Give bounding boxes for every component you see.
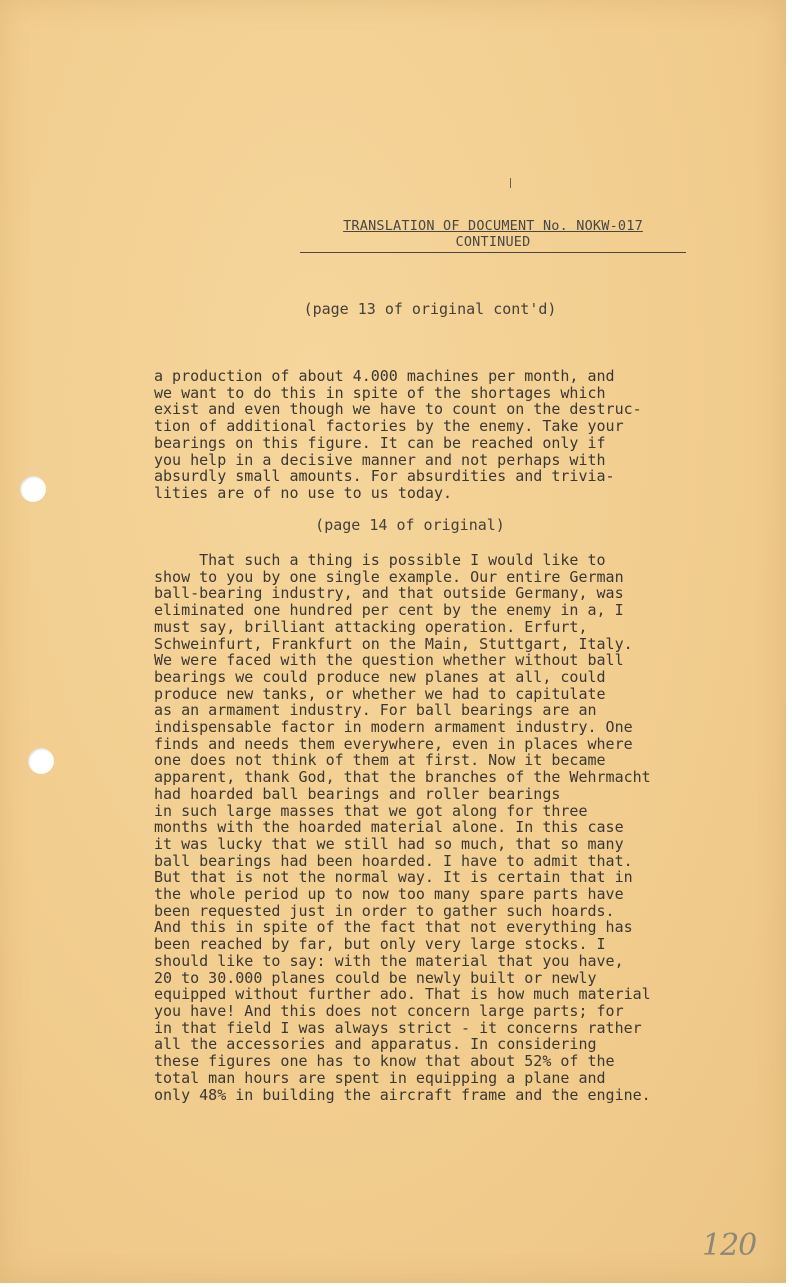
text-line: eliminated one hundred per cent by the enemy in a, I: [154, 601, 624, 620]
text-line: But that is not the normal way. It is certain that in: [154, 868, 633, 887]
text-line: one does not think of them at first. Now it became: [154, 751, 606, 770]
text-line: months with the hoarded material alone. In this case: [154, 818, 624, 837]
text-line: must say, brilliant attacking operation. Erfurt,: [154, 617, 588, 636]
text-line: tion of additional factories by the enemy. Take your: [154, 417, 624, 436]
text-line: you have! And this does not concern large parts; for: [154, 1001, 624, 1020]
text-line: bearings on this figure. It can be reached only if: [154, 433, 606, 452]
text-line: apparent, thank God, that the branches of the Wehrmacht: [154, 768, 651, 787]
text-line: all the accessories and apparatus. In considering: [154, 1035, 597, 1054]
text-line: show to you by one single example. Our entire German: [154, 567, 624, 586]
pencil-mark: [510, 178, 511, 188]
text-line: exist and even though we have to count on the destruc-: [154, 400, 642, 419]
text-line: That such a thing is possible I would like to: [154, 551, 606, 569]
text-line: been requested just in order to gather such hoards.: [154, 901, 615, 920]
text-line: you help in a decisive manner and not perhaps with: [154, 450, 606, 469]
text-line: had hoarded ball bearings and roller bearings: [154, 784, 561, 803]
paragraph-1: [154, 368, 642, 502]
text-line: only 48% in building the aircraft frame and the engine.: [154, 1085, 651, 1104]
text-line: We were faced with the question whether without ball: [154, 651, 624, 670]
punch-hole: [28, 748, 54, 774]
text-line: And this in spite of the fact that not everything has: [154, 918, 633, 937]
text-line: produce new tanks, or whether we had to capitulate: [154, 684, 606, 703]
title-line-2: CONTINUED: [300, 234, 686, 253]
text-line: indispensable factor in modern armament industry. One: [154, 718, 633, 737]
title-line-1: TRANSLATION OF DOCUMENT No. NOKW-017: [343, 218, 643, 234]
text-line: ball bearings had been hoarded. I have to admit that.: [154, 851, 633, 870]
text-line: we want to do this in spite of the shortages which: [154, 383, 606, 402]
text-line: should like to say: with the material that you have,: [154, 951, 624, 970]
text-line: Schweinfurt, Frankfurt on the Main, Stuttgart, Italy.: [154, 634, 633, 653]
handwritten-page-number: 120: [702, 1228, 757, 1263]
text-line: in such large masses that we got along for three: [154, 801, 588, 820]
text-line: the whole period up to now too many spare parts have: [154, 885, 624, 904]
text-line: equipped without further ado. That is how much material: [154, 985, 651, 1004]
text-line: been reached by far, but only very large stocks. I: [154, 935, 606, 954]
text-line: a production of about 4.000 machines per month, and: [154, 367, 615, 385]
punch-hole: [20, 476, 46, 502]
text-line: absurdly small amounts. For absurdities and trivia-: [154, 467, 615, 486]
text-line: these figures one has to know that about 52% of the: [154, 1052, 615, 1071]
text-line: as an armament industry. For ball bearings are an: [154, 701, 597, 720]
text-line: it was lucky that we still had so much, that so many: [154, 834, 624, 853]
text-line: finds and needs them everywhere, even in places where: [154, 734, 633, 753]
page-reference-14: (page 14 of original): [315, 516, 505, 534]
text-line: in that field I was always strict - it concerns rather: [154, 1018, 642, 1037]
paragraph-2: [154, 552, 651, 1103]
text-line: 20 to 30.000 planes could be newly built or newly: [154, 968, 597, 987]
text-line: total man hours are spent in equipping a plane and: [154, 1068, 606, 1087]
page-reference-13: (page 13 of original cont'd): [303, 300, 557, 318]
document-title: [300, 218, 686, 253]
text-line: ball-bearing industry, and that outside Germany, was: [154, 584, 624, 603]
text-line: lities are of no use to us today.: [154, 483, 453, 502]
text-line: bearings we could produce new planes at all, could: [154, 667, 606, 686]
